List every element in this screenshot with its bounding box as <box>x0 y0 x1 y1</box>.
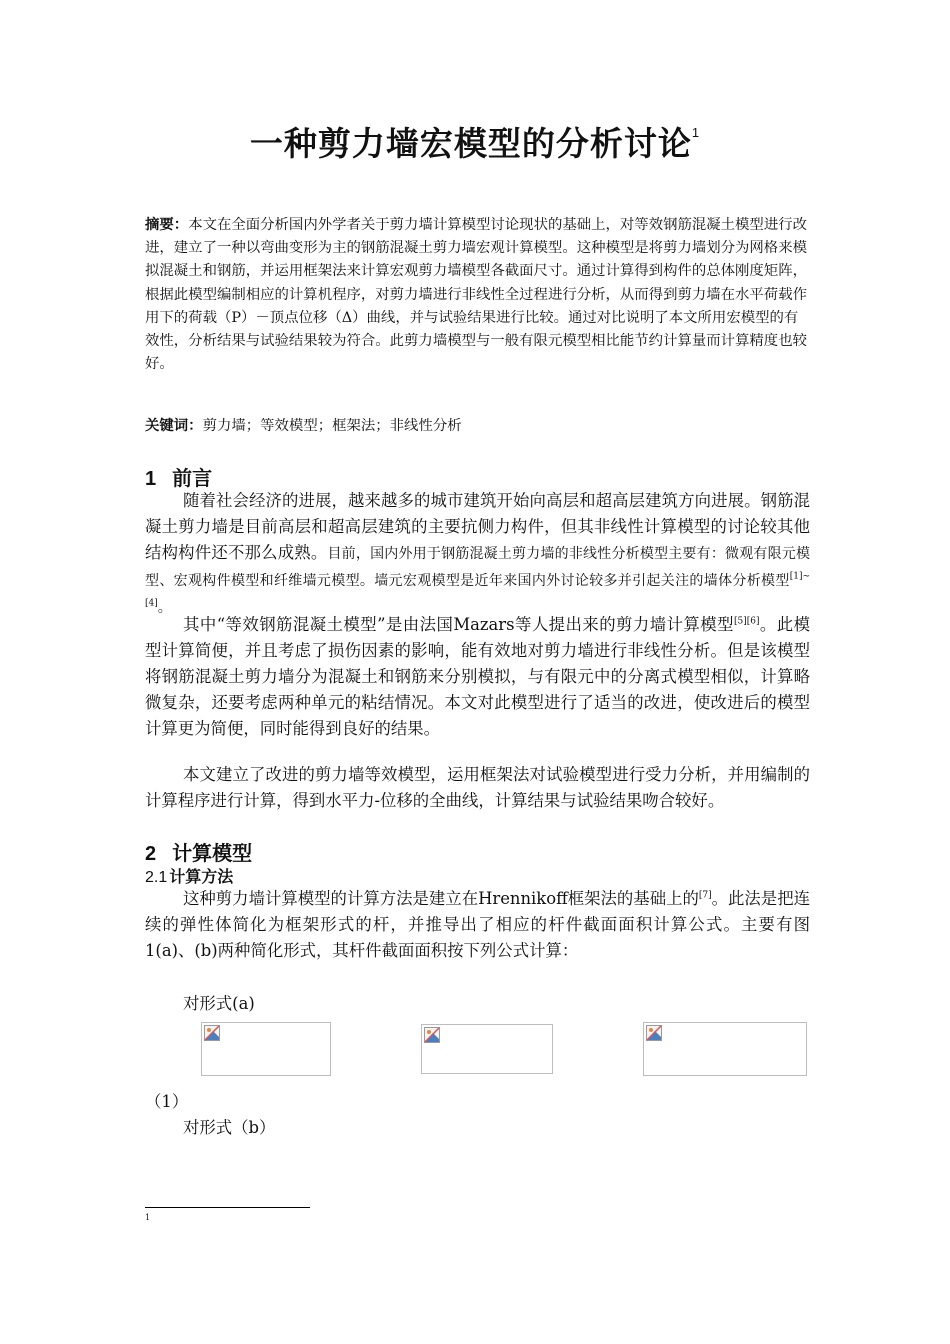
subsection-title: 计算方法 <box>169 869 234 886</box>
form-a-label: 对形式(a) <box>183 994 255 1013</box>
keywords <box>145 414 810 435</box>
paragraph-text: 这种剪力墙计算模型的计算方法是建立在Hrennikoff框架法的基础上的 <box>183 889 699 908</box>
section-1-paragraph-3 <box>145 762 810 814</box>
broken-image-icon <box>424 1027 440 1043</box>
paragraph-text: 目前，国内外用于钢筋混凝土剪力墙的非线性分析模型主要有：微观有限元模型、宏观构件模型和纤维墙元模型。墙元宏观模型是近年来国内外讨论较多并引起关注的墙体分析模型 <box>145 546 811 589</box>
citation-ref[interactable]: [7] <box>698 890 712 901</box>
citation-ref[interactable]: [1]~[4] <box>145 571 810 609</box>
subsection-number: 2.1 <box>145 869 168 886</box>
abstract-label: 摘要： <box>145 217 189 233</box>
paragraph-text: 本文建立了改进的剪力墙等效模型，运用框架法对试验模型进行受力分析，并用编制的计算程序进行计算，得到水平力-位移的全曲线，计算结果与试验结果吻合较好。 <box>145 765 810 810</box>
paragraph-text: 。此模型计算简便，并且考虑了损伤因素的影响，能有效地对剪力墙进行非线性分析。但是该模型将钢筋混凝土剪力墙分为混凝土和钢筋来分别模拟，与有限元中的分离式模型相似，计算略微复杂，还要考虑两种单元的粘结情况。本文对此模型进行了适当的改进，使改进后的模型计算更为简便，同时能得到良好的结果。 <box>145 615 811 738</box>
broken-image-icon <box>204 1025 220 1041</box>
section-2-number: 2 <box>145 843 157 865</box>
title-footnote-mark[interactable]: 1 <box>691 125 701 140</box>
section-1-number: 1 <box>145 468 157 490</box>
abstract-text: 本文在全面分析国内外学者关于剪力墙计算模型讨论现状的基础上，对等效钢筋混凝土模型进行改进，建立了一种以弯曲变形为主的钢筋混凝土剪力墙宏观计算模型。这种模型是将剪力墙划分为网格来模拟混凝土和钢筋，并运用框架法来计算宏观剪力墙模型各截面尺寸。通过计算得到构件的总体刚度矩阵，根据此模型编制相应的计算机程序，对剪力墙进行非线性全过程进行分析，从而得到剪力墙在水平荷载作用下的荷载（P）－顶点位移（Δ）曲线，并与试验结果进行比较。通过对比说明了本文所用宏模型的有效性，分析结果与试验结果较为符合。此剪力墙模型与一般有限元模型相比能节约计算量而计算精度也较好。 <box>145 217 807 373</box>
equation-image-2 <box>421 1024 553 1074</box>
equation-image-3 <box>643 1022 807 1076</box>
abstract <box>145 214 810 376</box>
citation-ref[interactable]: [5][6] <box>733 616 760 627</box>
keywords-text: 剪力墙；等效模型；框架法；非线性分析 <box>202 418 462 434</box>
section-2-heading <box>145 837 252 866</box>
paragraph-text: 其中“等效钢筋混凝土模型”是由法国Mazars等人提出来的剪力墙计算模型 <box>183 615 734 634</box>
broken-image-icon <box>646 1025 662 1041</box>
subsection-2-1-heading <box>145 864 233 887</box>
footnote-number: 1 <box>145 1213 151 1222</box>
title-text: 一种剪力墙宏模型的分析讨论 <box>249 125 692 162</box>
section-1-paragraph-2 <box>145 612 810 742</box>
section-1-heading <box>145 462 212 491</box>
section-1-title: 前言 <box>172 468 213 490</box>
paragraph-text: 。此法是把连续的弹性体简化为框架形式的杆，并推导出了相应的杆件截面面积计算公式。主要有图1(a)、(b)两种简化形式，其杆件截面面积按下列公式计算： <box>145 889 810 960</box>
section-2-title: 计算模型 <box>172 843 253 865</box>
keywords-label: 关键词： <box>145 418 203 434</box>
equation-number: （1） <box>145 1092 189 1111</box>
section-1-paragraph-1 <box>145 488 810 621</box>
section-2-paragraph-1 <box>145 886 810 964</box>
paragraph-text: 随着社会经济的进展，越来越多的城市建筑开始向高层和超高层建筑方向进展。钢筋混凝土剪力墙是目前高层和超高层建筑的主要抗侧力构件，但其非线性计算模型的讨论较其他结构构件还不那么成熟。 <box>145 491 810 562</box>
footnote-divider <box>145 1207 310 1208</box>
equation-image-1 <box>201 1022 331 1076</box>
paper-title <box>0 118 950 165</box>
paragraph-text: 。 <box>157 600 172 616</box>
form-b-label: 对形式（b） <box>183 1118 276 1137</box>
